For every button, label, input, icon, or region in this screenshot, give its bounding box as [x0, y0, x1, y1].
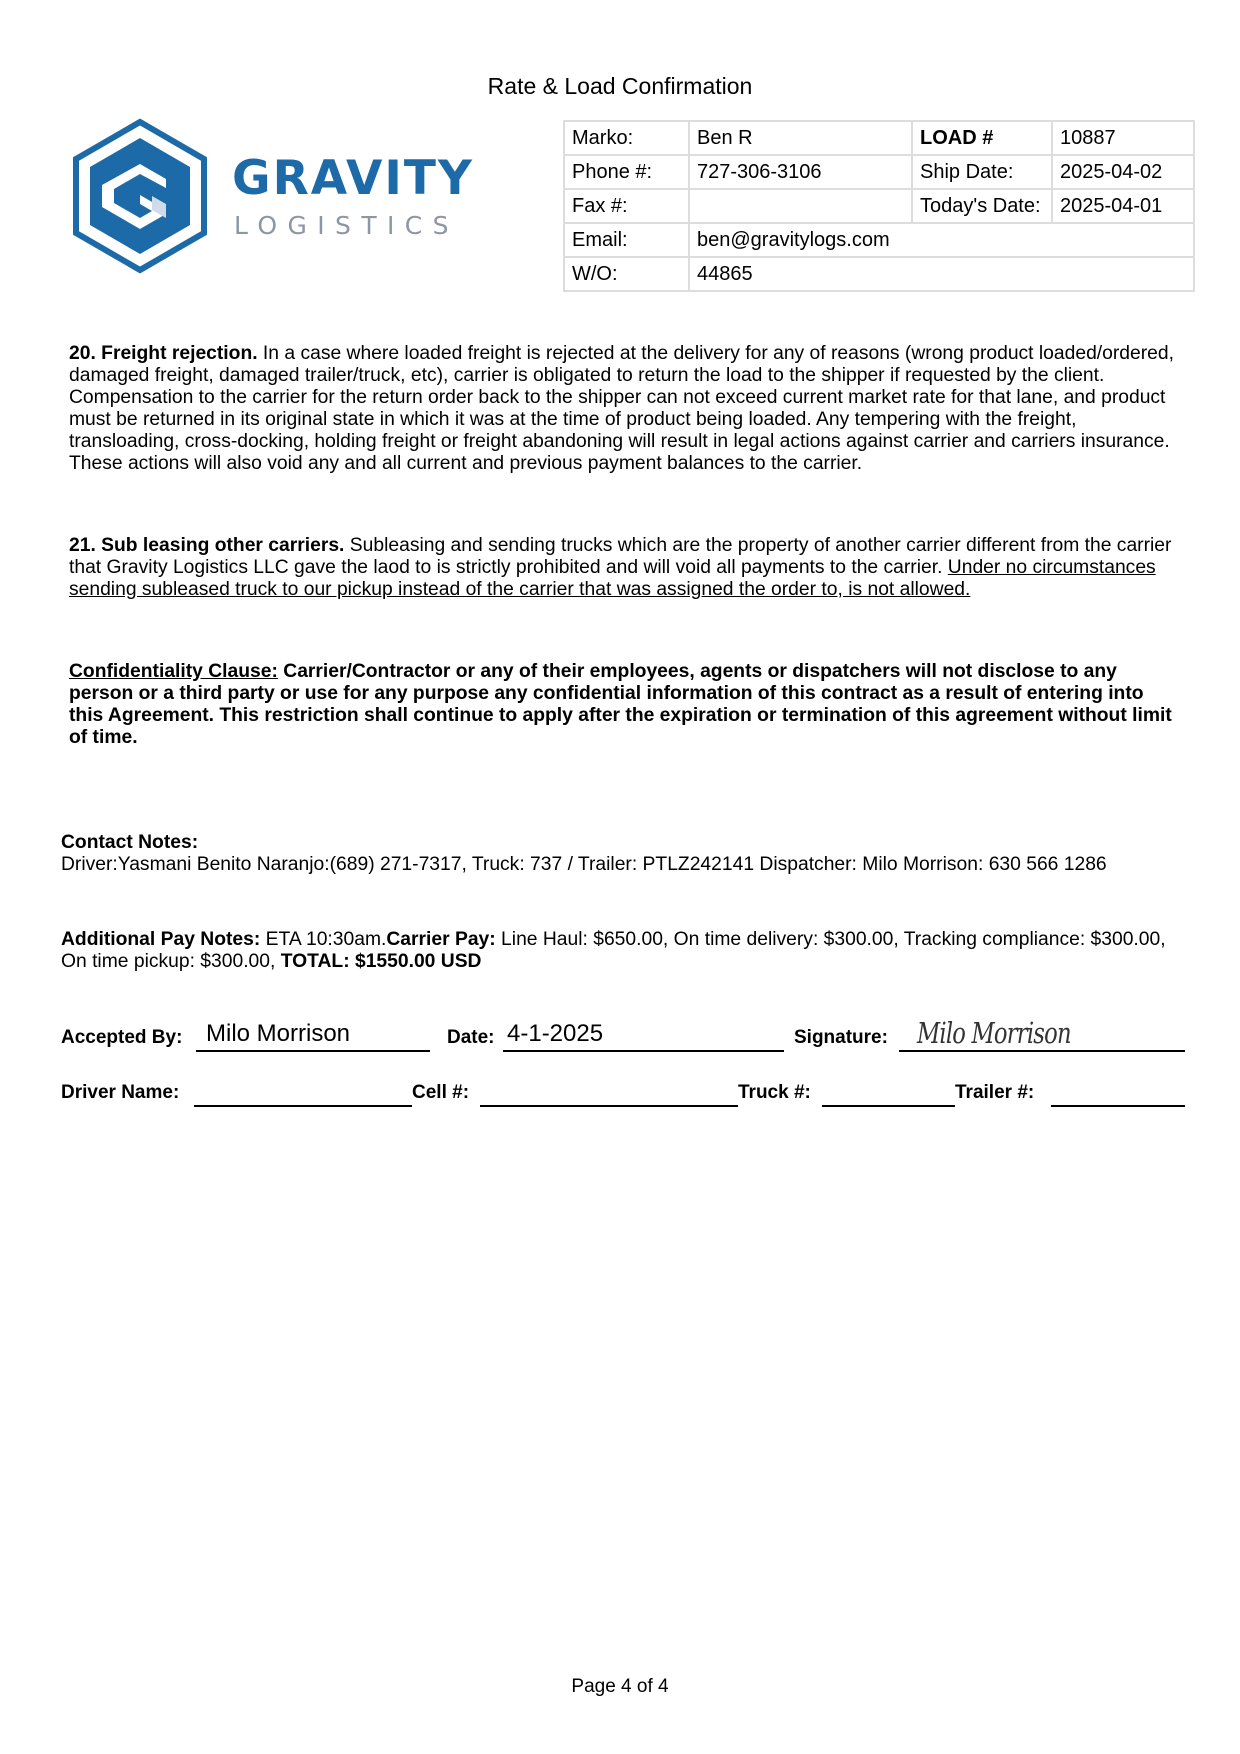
clause-20-body: In a case where loaded freight is rejected at the delivery for any of reasons (wrong product loaded/ordered, damaged freight, damaged trailer/truck, etc), carrier is obligated to return the load to the shipper if requested by the client. Compensation to the carrier for the return order back to the shipper can not exceed current market rate for that lane, and product must be returned in its original state in which it was at the time of product being loaded. Any tempering with the freight, transloading, cross-docking, holding freight or freight abandoning will result in legal actions against carrier and carriers insurance. These actions will also void any and all current and previous payment balances to the carrier.	[69, 343, 1174, 474]
confidentiality-body: Carrier/Contractor or any of their employees, agents or dispatchers will not disclose to any person or a third party or use for any purpose any confidential information of this contract as a result of entering into this Agreement. This restriction shall continue to apply after the expiration or termination of this agreement without limit of time.	[69, 661, 1172, 748]
trailer-field[interactable]	[1051, 1075, 1185, 1107]
marko-value: Ben R	[689, 121, 912, 155]
email-value: ben@gravitylogs.com	[689, 223, 1194, 257]
cell-label: Cell #:	[412, 1082, 470, 1103]
accepted-by-value: Milo Morrison	[206, 1020, 351, 1047]
pay-notes	[61, 929, 1181, 973]
marko-label: Marko:	[564, 121, 689, 155]
driver-name-label: Driver Name:	[61, 1082, 180, 1103]
ship-date-label: Ship Date:	[912, 155, 1052, 189]
page-number: Page 4 of 4	[571, 1676, 669, 1697]
confidentiality-heading: Confidentiality Clause:	[69, 661, 278, 682]
carrier-pay-label: Carrier Pay:	[386, 929, 496, 950]
hexagon-g-icon	[62, 118, 218, 274]
carrier-pay-body: Line Haul: $650.00, On time delivery: $300.00, Tracking compliance: $300.00, On time pickup: $300.00,	[61, 929, 1166, 972]
contact-notes-body: Driver:Yasmani Benito Naranjo:(689) 271-7317, Truck: 737 / Trailer: PTLZ242141 Dispatcher: Milo Morrison: 630 566 1286	[61, 854, 1107, 875]
driver-row	[61, 1074, 1186, 1108]
clause-21-heading: 21. Sub leasing other carriers.	[69, 535, 345, 556]
truck-label: Truck #:	[738, 1082, 811, 1103]
date-label: Date:	[447, 1027, 495, 1048]
trailer-label: Trailer #:	[955, 1082, 1035, 1103]
date-value: 4-1-2025	[507, 1020, 604, 1047]
clause-21-body: Subleasing and sending trucks which are the property of another carrier different from the carrier that Gravity Logistics LLC gave the laod to is strictly prohibited and will void all payments to the carrier.	[69, 535, 1172, 578]
logo-subtitle: LOGISTICS	[234, 211, 459, 240]
table-row	[564, 121, 1194, 155]
logo-wordmark: GRAVITY	[232, 151, 474, 206]
clause-20	[69, 343, 1174, 475]
acceptance-row	[61, 1016, 1186, 1053]
table-row	[564, 223, 1194, 257]
page-title: Rate & Load Confirmation	[487, 73, 753, 99]
pay-notes-heading: Additional Pay Notes:	[61, 929, 261, 950]
truck-field[interactable]	[822, 1075, 955, 1107]
accepted-by-label: Accepted By:	[61, 1027, 183, 1048]
confidentiality-clause	[69, 661, 1174, 749]
fax-label: Fax #:	[564, 189, 689, 223]
wo-label: W/O:	[564, 257, 689, 291]
clause-21-underlined: Under no circumstances sending subleased truck to our pickup instead of the carrier that was assigned the order to, is not allowed.	[69, 557, 1156, 600]
table-row	[564, 189, 1194, 223]
phone-label: Phone #:	[564, 155, 689, 189]
accepted-by-field[interactable]	[196, 1020, 430, 1052]
load-number-label: LOAD #	[912, 121, 1052, 155]
load-number-value: 10887	[1052, 121, 1194, 155]
driver-name-field[interactable]	[194, 1075, 412, 1107]
ship-date-value: 2025-04-02	[1052, 155, 1194, 189]
signature-value: Milo Morrison	[917, 1016, 1071, 1050]
date-field[interactable]	[503, 1020, 784, 1052]
contact-notes	[61, 832, 1181, 876]
signature-field[interactable]	[899, 1016, 1185, 1052]
todays-date-value: 2025-04-01	[1052, 189, 1194, 223]
pay-notes-eta: ETA 10:30am.	[260, 929, 387, 950]
load-info-table	[563, 120, 1195, 292]
clause-21	[69, 535, 1174, 601]
wo-value: 44865	[689, 257, 1194, 291]
contact-notes-heading: Contact Notes:	[61, 832, 199, 853]
signature-label: Signature:	[794, 1027, 888, 1048]
fax-value	[689, 189, 912, 223]
table-row	[564, 257, 1194, 291]
cell-field[interactable]	[480, 1075, 738, 1107]
todays-date-label: Today's Date:	[912, 189, 1052, 223]
company-logo	[62, 118, 474, 274]
phone-value: 727-306-3106	[689, 155, 912, 189]
pay-total: TOTAL: $1550.00 USD	[280, 951, 482, 972]
clause-20-heading: 20. Freight rejection.	[69, 343, 258, 364]
email-label: Email:	[564, 223, 689, 257]
table-row	[564, 155, 1194, 189]
